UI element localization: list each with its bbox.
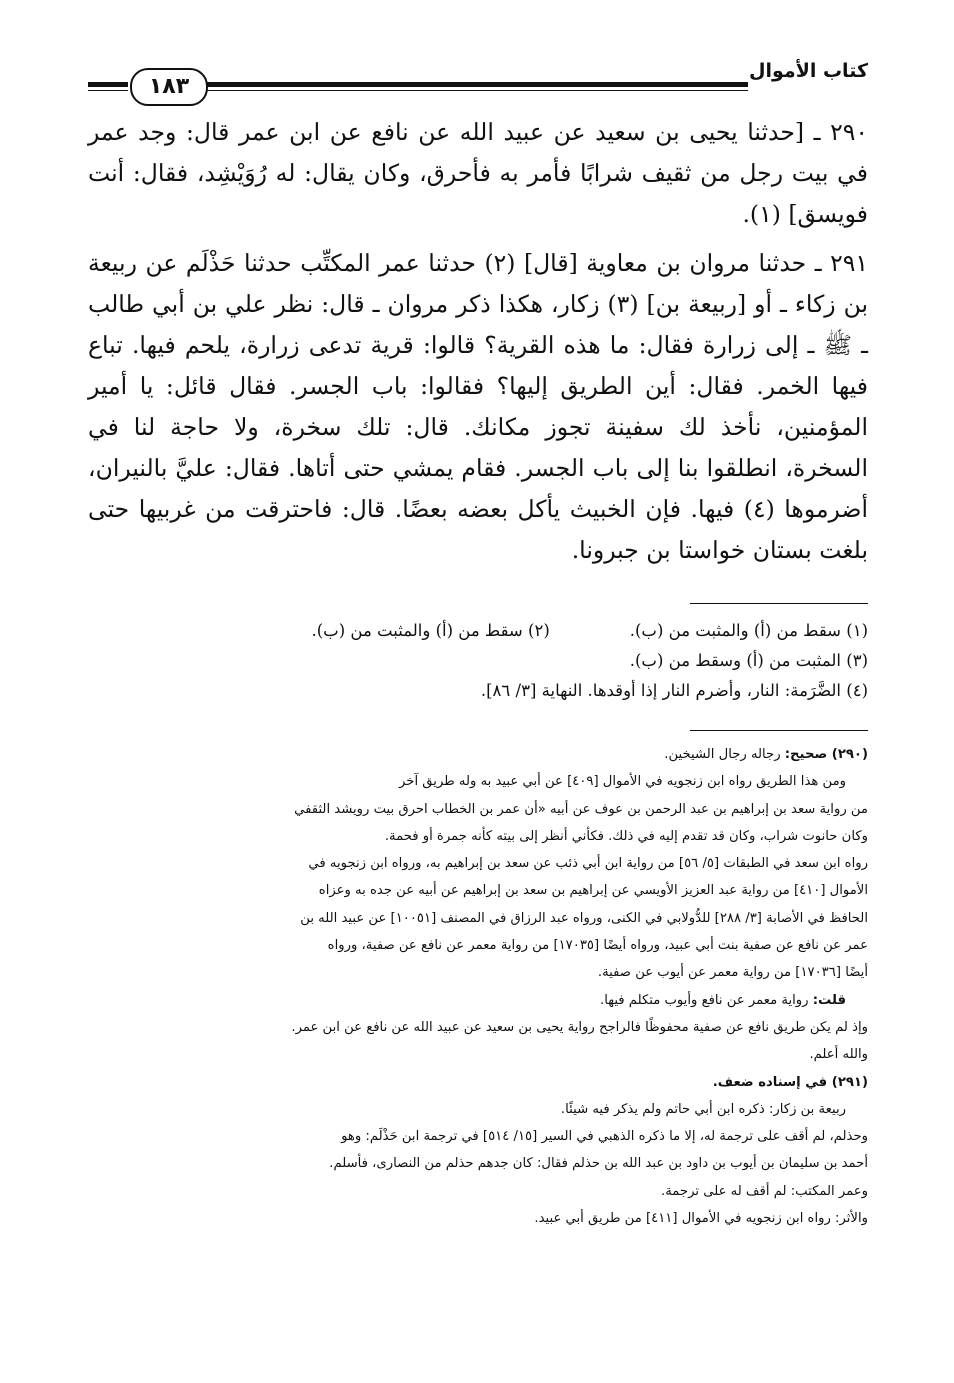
- takhrij-notes: [88, 741, 868, 1232]
- main-text: [88, 112, 868, 579]
- page-header: [88, 52, 868, 100]
- book-title: كتاب الأموال: [749, 60, 868, 82]
- takhrij-line: وحذلم، لم أقف على ترجمة له، إلا ما ذكره الذهبي في السير [١٥/ ٥١٤] في ترجمة ابن حَذْلَم: وهو: [341, 1129, 868, 1145]
- takhrij-line: رواه ابن سعد في الطبقات [٥/ ٥٦] من رواية ابن أبي ذئب عن سعد بن إبراهيم به، ورواه ابن زنجويه في: [308, 856, 868, 872]
- takhrij-line: ربيعة بن زكار: ذكره ابن أبي حاتم ولم يذكر فيه شيئًا.: [560, 1101, 846, 1117]
- takhrij-line: عمر عن نافع عن صفية بنت أبي عبيد، ورواه أيضًا [١٧٠٣٥] من رواية معمر عن نافع عن صفية، ورواه: [327, 938, 868, 954]
- hadith-291: ٢٩١ ـ حدثنا مروان بن معاوية [قال] (٢) حدثنا عمر المكتِّب حدثنا حَذْلَم عن ربيعة بن زكاء ـ أو [ربيعة بن] (٣) زكار، هكذا ذكر مروان ـ قال: نظر علي بن أبي طالب ـ ﷺ ـ إلى زرارة فقال: ما هذه القرية؟ قالوا: قرية تدعى زرارة، يلحم فيها. تباع فيها الخمر. فقال: أين الطريق إليها؟ فقالوا: باب الجسر. فقال قائل: يا أمير المؤمنين، نأخذ لك سفينة تجوز مكانك. قال: تلك سخرة، ولا حاجة لنا في السخرة، انطلقوا بنا إلى باب الجسر. فقام يمشي حتى أتاها. فقال: عليَّ بالنيران، أضرموها (٤) فيها. فإن الخبيث يأكل بعضه بعضًا. قال: فاحترقت من غربيها حتى بلغت بستان خواستا بن جبرونا.: [88, 249, 869, 564]
- takhrij-line: الأموال [٤١٠] من رواية عبد العزيز الأويسي عن إبراهيم بن سعد بن إبراهيم عن أبيه عن جده به وعزاه: [318, 883, 868, 899]
- page-number: ١٨٣: [130, 68, 208, 106]
- takhrij-line: أيضًا [١٧٠٣٦] من رواية معمر عن أيوب عن صفية.: [597, 965, 868, 981]
- takhrij-line: وإذ لم يكن طريق نافع عن صفية محفوظًا فالراجح رواية يحيى بن سعيد عن عبيد الله عن نافع عن ابن عمر.: [291, 1019, 868, 1035]
- takhrij-line: وعمر المكتب: لم أقف له على ترجمة.: [661, 1183, 868, 1199]
- footnote-1: (١) سقط من (أ) والمثبت من (ب).: [629, 621, 868, 640]
- takhrij-line: والله أعلم.: [809, 1047, 868, 1063]
- grade-label: (٢٩٠) صحيح:: [784, 747, 868, 762]
- takhrij-line: وكان حانوت شراب، وكان قد تقدم إليه في ذلك. فكأني أنظر إلى بيته كأنه جمرة أو فحمة.: [384, 828, 868, 844]
- hadith-290: ٢٩٠ ـ [حدثنا يحيى بن سعيد عن عبيد الله عن نافع عن ابن عمر قال: وجد عمر في بيت رجل من ثقيف شرابًا فأمر به فأحرق، وكان يقال: له رُوَيْشِد، فقال: أنت فويسق] (١).: [88, 118, 868, 228]
- grade-text: رجاله رجال الشيخين.: [664, 747, 785, 762]
- footnote-3: (٣) المثبت من (أ) وسقط من (ب).: [629, 651, 868, 670]
- footnote-row: [88, 616, 868, 646]
- book-page: [88, 38, 868, 1358]
- takhrij-comment: [88, 987, 868, 1014]
- takhrij-separator: [690, 730, 868, 731]
- takhrij-291-heading: (٢٩١) في إسناده ضعف.: [712, 1074, 868, 1090]
- footnote-4: (٤) الضَّرَمة: النار، وأضرم النار إذا أوقدها. النهاية [٣/ ٨٦].: [480, 681, 868, 700]
- footnotes: [88, 616, 868, 706]
- takhrij-line: من رواية سعد بن إبراهيم بن عبد الرحمن بن عوف عن أبيه «أن عمر بن الخطاب احرق بيت رويشد الثقفي: [294, 801, 868, 817]
- header-rule-thin: [206, 90, 748, 91]
- header-rule: [206, 82, 748, 87]
- takhrij-line: ومن هذا الطريق رواه ابن زنجويه في الأموال [٤٠٩] عن أبي عبيد به وله طريق آخر: [399, 774, 846, 790]
- comment-label: قلت:: [812, 992, 846, 1008]
- takhrij-line: والأثر: رواه ابن زنجويه في الأموال [٤١١] من طريق أبي عبيد.: [534, 1211, 868, 1227]
- footnote-2: (٢) سقط من (أ) والمثبت من (ب).: [311, 621, 550, 640]
- comment-text: رواية معمر عن نافع وأيوب متكلم فيها.: [600, 992, 813, 1008]
- footnote-separator: [690, 603, 868, 604]
- takhrij-line: الحافظ في الأصابة [٣/ ٢٨٨] للدُّولابي في الكنى، ورواه عبد الرزاق في المصنف [١٠٠٥١] عن عبيد الله بن: [300, 910, 868, 926]
- header-rule-left-thin: [88, 90, 128, 91]
- header-rule-left: [88, 82, 128, 87]
- takhrij-line: أحمد بن سليمان بن أيوب بن داود بن عبد الله بن حذلم فقال: كان جدهم حذلم من النصارى، فأسلم.: [329, 1156, 868, 1172]
- takhrij-290-heading: [88, 741, 868, 768]
